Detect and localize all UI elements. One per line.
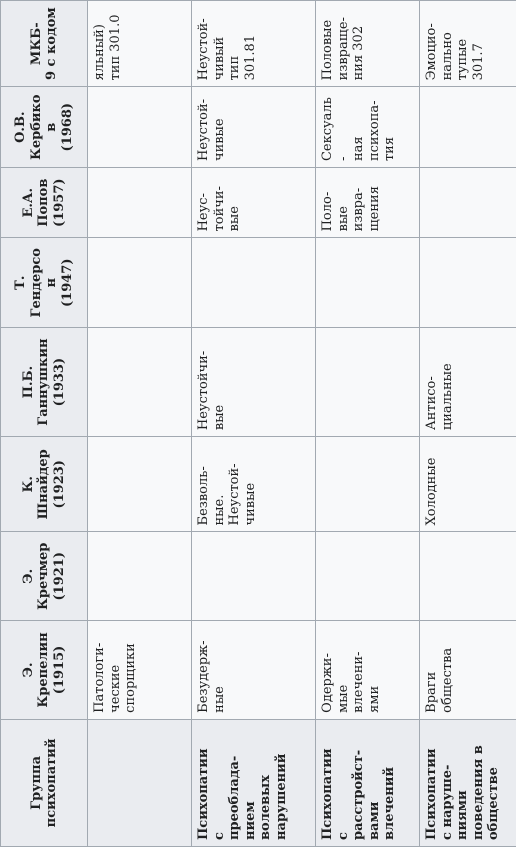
table-cell (192, 328, 316, 437)
table-cell (192, 1, 316, 87)
table-cell (420, 168, 516, 238)
cell-text: Одержи- мые влечени- ями (320, 651, 382, 713)
header-cell-group (1, 719, 88, 846)
table-cell (88, 437, 192, 532)
table-row (316, 1, 420, 847)
table-cell (316, 238, 420, 328)
table-cell (316, 532, 420, 621)
table-cell (420, 87, 516, 168)
table-row (192, 1, 316, 847)
header-cell-popov (1, 168, 88, 238)
cell-text: Половые извраще- ния 302 (320, 17, 366, 81)
cell-text: Безволь- ные. Неустой- чивые (196, 463, 258, 526)
table-cell (192, 532, 316, 621)
table-cell (192, 238, 316, 328)
cell-text: Поло- вые извра- щения (320, 186, 382, 232)
header-row (1, 1, 88, 847)
table-cell (192, 87, 316, 168)
header-label: МКБ- 9 с кодом (28, 7, 59, 81)
row-group-label (420, 719, 516, 846)
table-cell (420, 1, 516, 87)
header-cell-schneider (1, 437, 88, 532)
cell-text: Неус- тойчи- вые (196, 186, 242, 232)
table-cell (192, 621, 316, 720)
group-text: Психопатии с преоблада- нием волевых нарушений (196, 748, 289, 840)
row-group-label (88, 719, 192, 846)
header-label: Э. Кречмер (1921) (20, 542, 67, 610)
header-label: П.Б. Ганнушкин (1933) (20, 338, 67, 426)
cell-text: Неустой- чивые (196, 98, 227, 162)
table-cell (316, 437, 420, 532)
header-label: Э. Крепелин (1915) (20, 632, 67, 708)
table-cell (88, 87, 192, 168)
row-group-label (316, 719, 420, 846)
header-label: Е.А. Попов (1957) (20, 178, 67, 227)
table-cell (316, 1, 420, 87)
table-cell (192, 437, 316, 532)
table-cell (192, 168, 316, 238)
table-cell (316, 168, 420, 238)
header-label: Группа психопатий (28, 738, 59, 828)
cell-text: Безудерж- ные (196, 640, 227, 713)
header-cell-gannushkin (1, 328, 88, 437)
cell-text: Неустойчи- вые (196, 350, 227, 431)
header-cell-henderson (1, 238, 88, 328)
table-cell (88, 532, 192, 621)
table-cell (316, 87, 420, 168)
table-cell (88, 621, 192, 720)
cell-text: Сексуаль- ная психопа- тия (320, 97, 397, 162)
table-cell (420, 238, 516, 328)
table-cell (88, 1, 192, 87)
table-cell (88, 328, 192, 437)
table-cell (420, 328, 516, 437)
cell-text: Патологи- ческие спорщики (92, 642, 138, 713)
cell-text: Антисо- циальные (424, 363, 455, 431)
table-cell (316, 328, 420, 437)
cell-text: Враги общества (424, 647, 455, 713)
header-cell-kraepelin (1, 621, 88, 720)
table-cell (88, 238, 192, 328)
table-cell (420, 532, 516, 621)
header-label: К. Шнайдер (1923) (20, 449, 67, 520)
cell-text: яльный) тип 301.0 (92, 14, 123, 81)
header-cell-kerbikov (1, 87, 88, 168)
header-label: Т. Гендерсон (1947) (13, 248, 75, 318)
table-cell (88, 168, 192, 238)
table-row (88, 1, 192, 847)
group-text: Психопатии с расстройст- вами влечений (320, 748, 397, 840)
table-cell (316, 621, 420, 720)
row-group-label (192, 719, 316, 846)
table-cell (420, 437, 516, 532)
cell-text: Неустой- чивый тип 301.81 (196, 18, 258, 81)
cell-text: Эмоцио- нально тупые 301.7 (424, 23, 486, 81)
table-cell (420, 621, 516, 720)
cell-text: Холодные (424, 457, 439, 526)
header-cell-icd9 (1, 1, 88, 87)
header-cell-kretschmer (1, 532, 88, 621)
table-row (420, 1, 516, 847)
group-text: Психопатии с наруше- ниями поведения в обществе (424, 745, 501, 840)
header-label: О.В. Кербиков (1968) (13, 94, 75, 160)
